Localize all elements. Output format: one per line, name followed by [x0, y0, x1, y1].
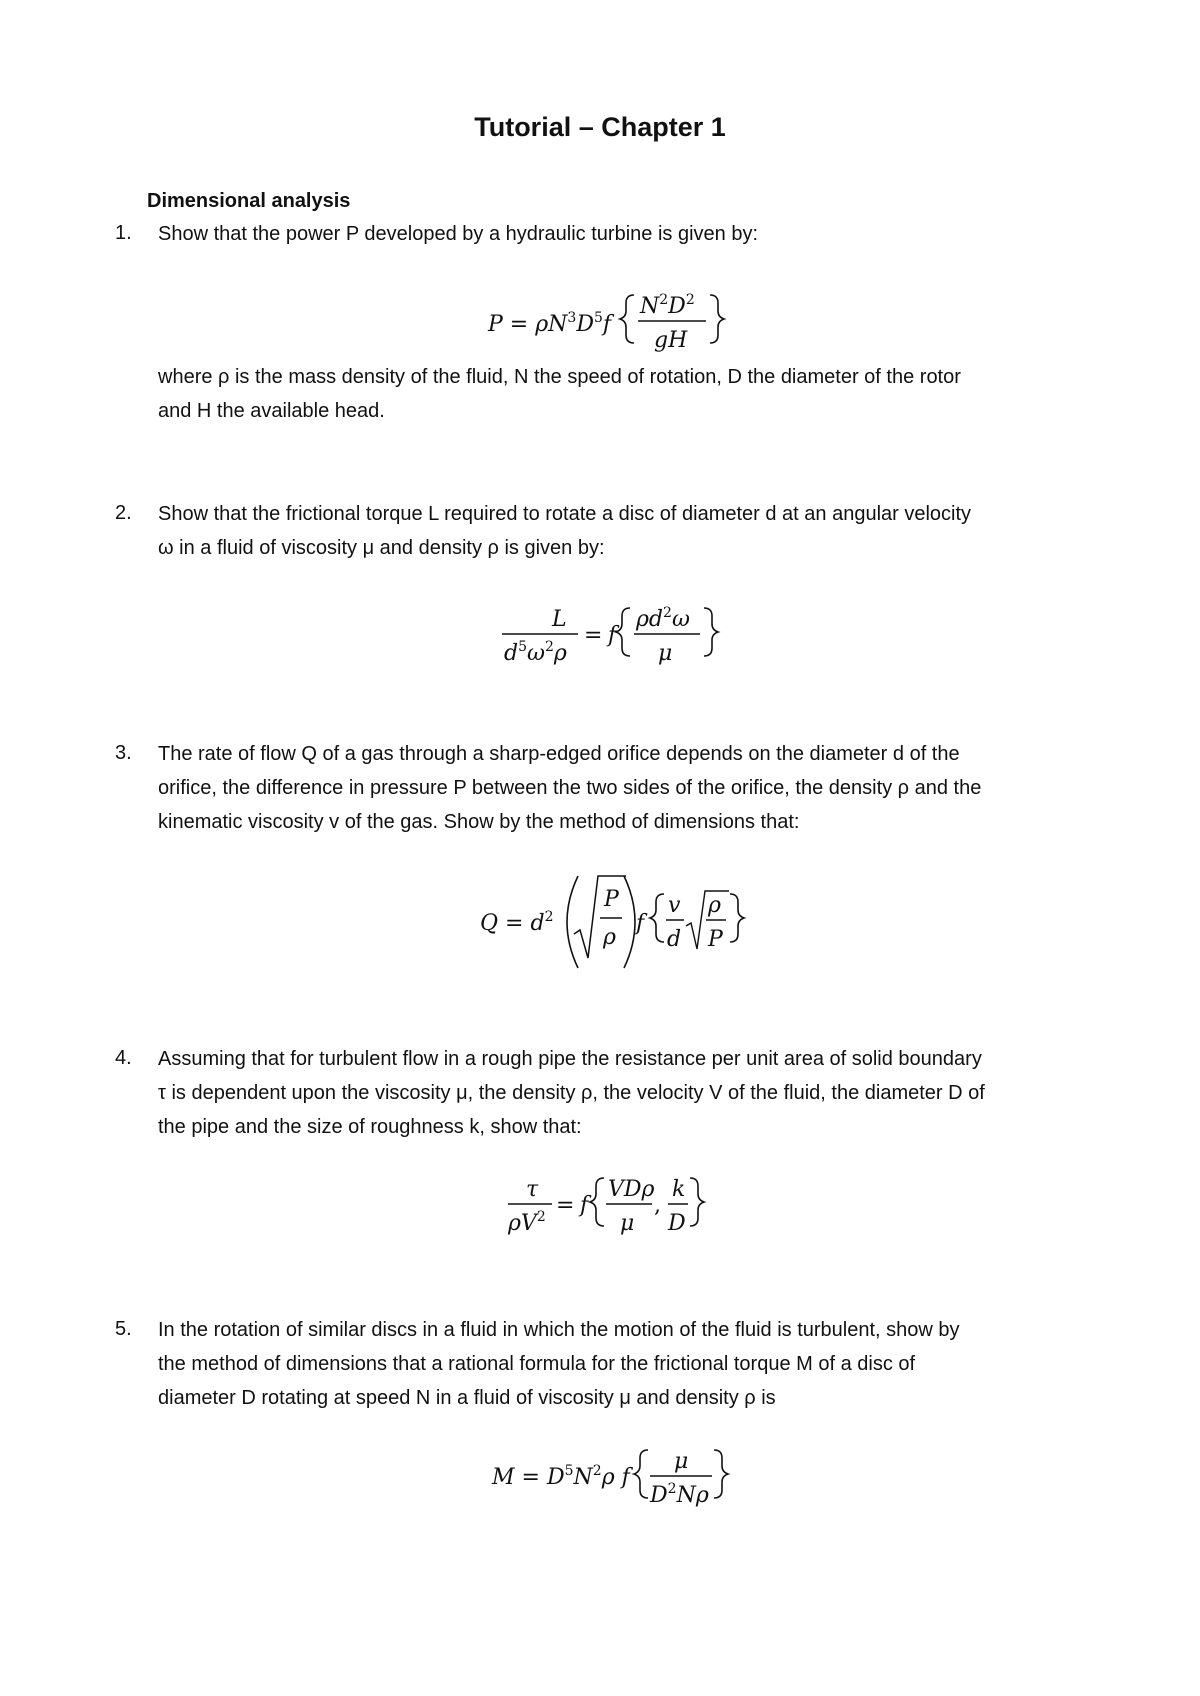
svg-text:f: f: [608, 623, 617, 648]
svg-text:D2Nρ: $D^2N\rho$: [650, 1481, 709, 1508]
question-3-line-1: The rate of flow Q of a gas through a sharp-edged orifice depends on the diameter d of the: [158, 743, 960, 765]
question-1-definitions-line-2: and H the available head.: [158, 400, 385, 422]
svg-text:d: d: [667, 927, 682, 952]
question-4-number: 4.: [115, 1047, 132, 1069]
question-2-line-2: ω in a fluid of viscosity μ and density ρ is given by:: [158, 537, 605, 559]
question-1-definitions-line-1: where ρ is the mass density of the fluid, N the speed of rotation, D the diameter of the rotor: [158, 366, 961, 388]
question-2-line-1: Show that the frictional torque L required to rotate a disc of diameter d at an angular velocity: [158, 503, 972, 525]
svg-text:ρd2ω: $\rho d^2\omega$: [636, 605, 690, 632]
question-5-line-2: the method of dimensions that a rational formula for the frictional torque M of a disc of: [158, 1353, 916, 1375]
svg-text:N2D2: $N^2D^2$: [640, 292, 695, 319]
question-5-number: 5.: [115, 1318, 132, 1340]
svg-text:μ: μ: [674, 1449, 689, 1474]
svg-text:ρ: ρ: [708, 893, 721, 918]
question-4-line-3: the pipe and the size of roughness k, show that:: [158, 1116, 582, 1138]
svg-text:=: =: [584, 623, 603, 648]
svg-text:P: P: [708, 927, 723, 952]
svg-text:v: v: [668, 893, 681, 918]
svg-text:ρV2: $\rho V^2$: [508, 1209, 546, 1236]
question-3-line-2: orifice, the difference in pressure P between the two sides of the orifice, the density ρ and the: [158, 777, 982, 799]
question-1-definitions: [158, 360, 1093, 428]
question-1-number: 1.: [115, 222, 132, 244]
question-2-text: [158, 497, 1093, 565]
equation-4: [0, 1168, 1200, 1248]
svg-text:τ: τ: [526, 1177, 539, 1202]
svg-text:P: P: [604, 887, 619, 912]
svg-text:f: f: [636, 911, 645, 936]
equation-1: [0, 285, 1200, 365]
question-3-line-3: kinematic viscosity v of the gas. Show by the method of dimensions that:: [158, 811, 800, 833]
svg-text:d5ω2ρ: $d^5\omega^2\rho$: [504, 639, 567, 666]
question-5-text: [158, 1313, 1093, 1415]
svg-text:μ: μ: [620, 1211, 635, 1236]
question-1-text: [158, 217, 1093, 251]
question-3-number: 3.: [115, 742, 132, 764]
question-1-line-1: Show that the power P developed by a hydraulic turbine is given by:: [158, 223, 758, 245]
question-4-text: [158, 1042, 1093, 1144]
svg-text:P = ρN3D5f: $P = \rho N^3D^5f$: [488, 310, 612, 337]
svg-text:M = D5N2ρ f: $M = D^5N^2\rho$ f: [492, 1463, 630, 1490]
svg-text:Q = d2: $Q = d^2$: [480, 909, 554, 936]
question-5-line-1: In the rotation of similar discs in a fluid in which the motion of the fluid is turbulent, show by: [158, 1319, 960, 1341]
section-heading: Dimensional analysis: [147, 190, 351, 212]
svg-text:L: L: [552, 607, 567, 632]
svg-text:VDρ: VDρ: [608, 1177, 655, 1202]
svg-text:,: ,: [654, 1193, 661, 1218]
page-title: Tutorial – Chapter 1: [474, 112, 726, 142]
equation-2: [0, 598, 1200, 678]
question-3-text: [158, 737, 1093, 839]
svg-text:f: f: [580, 1193, 589, 1218]
svg-text:=: =: [556, 1193, 575, 1218]
question-5-line-3: diameter D rotating at speed N in a fluid of viscosity μ and density ρ is: [158, 1387, 776, 1409]
svg-text:D: D: [668, 1211, 686, 1236]
svg-text:μ: μ: [658, 641, 673, 666]
svg-text:gH: gH: [654, 328, 688, 353]
svg-text:ρ: ρ: [603, 925, 616, 950]
equation-3: [0, 868, 1200, 978]
question-2-number: 2.: [115, 502, 132, 524]
question-4-line-1: Assuming that for turbulent flow in a rough pipe the resistance per unit area of solid boundary: [158, 1048, 982, 1070]
svg-text:k: k: [672, 1177, 686, 1202]
equation-5: [0, 1440, 1200, 1520]
question-4-line-2: τ is dependent upon the viscosity μ, the density ρ, the velocity V of the fluid, the diameter D of: [158, 1082, 985, 1104]
